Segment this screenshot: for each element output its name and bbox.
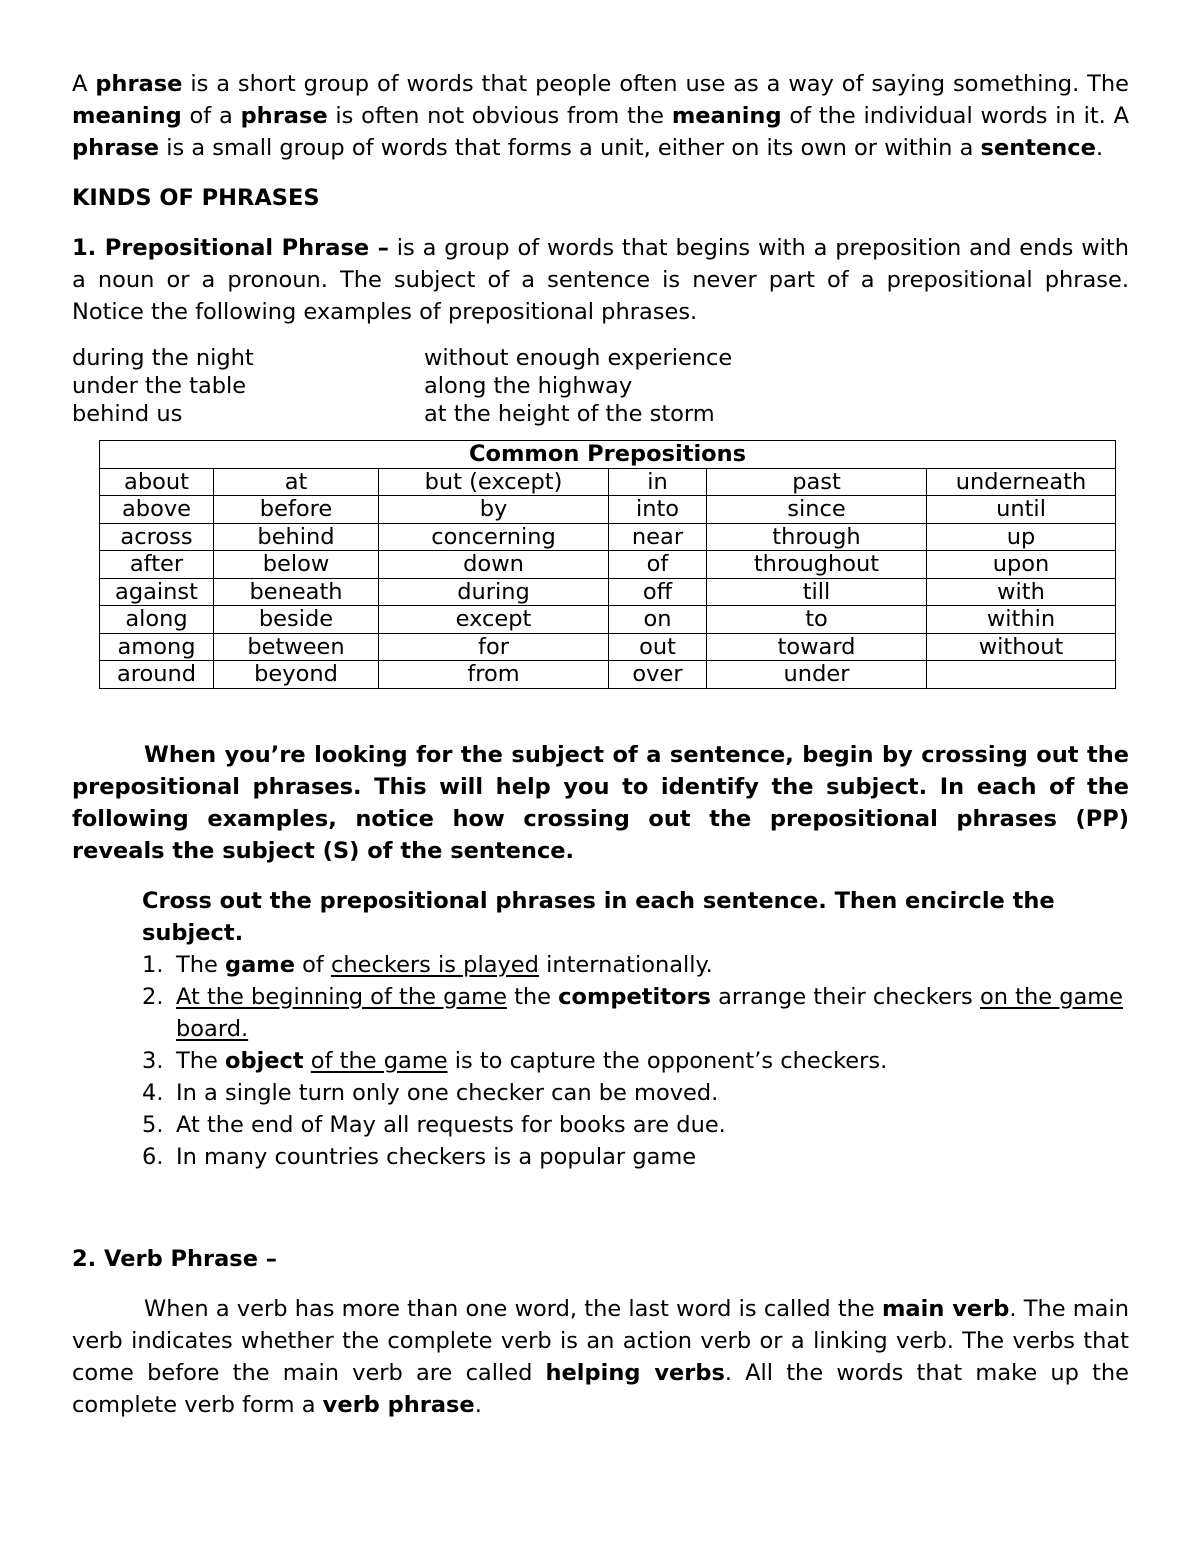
table-cell: through [707, 523, 927, 551]
table-cell: about [100, 468, 214, 496]
item-text [176, 1045, 1129, 1077]
table-cell: at [214, 468, 379, 496]
item-text: At the end of May all requests for books are due. [176, 1111, 726, 1138]
table-cell: with [927, 578, 1116, 606]
item-text [176, 981, 1129, 1045]
common-prepositions-table [99, 440, 1116, 689]
item-number: 1. [142, 951, 164, 978]
intro-paragraph [72, 68, 1129, 164]
table-cell [927, 661, 1116, 689]
list-item [142, 1141, 1129, 1173]
table-cell: without [927, 633, 1116, 661]
item-number: 5. [142, 1111, 164, 1138]
table-row [100, 633, 1116, 661]
table-cell: except [379, 606, 609, 634]
example-item: at the height of the storm [424, 401, 715, 427]
bold-term: meaning [72, 103, 182, 129]
verb-phrase-paragraph [72, 1293, 1129, 1421]
table-cell: near [609, 523, 707, 551]
table-cell: off [609, 578, 707, 606]
bold-term: helping verbs [545, 1359, 725, 1386]
item-text: In many countries checkers is a popular game [176, 1143, 697, 1170]
table-row [100, 551, 1116, 579]
bold-term: sentence [980, 135, 1096, 161]
prepositional-examples [72, 344, 1129, 428]
text-span: . All the words that make up the complete verb form a [72, 1359, 1129, 1418]
definition-text: is a group of words that begins with a preposition and ends with a noun or a pronoun. The subject of a sentence is never part of a prepositional phrase. Notice the following examples of prepositional phrases. [72, 235, 1129, 325]
list-item [142, 949, 1129, 981]
example-item: without enough experience [424, 345, 733, 371]
table-cell: in [609, 468, 707, 496]
example-row [72, 372, 1129, 400]
text-span: is a short group of words that people often use as a way of saying something. The [182, 71, 1130, 97]
text-span: of a [181, 103, 241, 129]
text-span: The [176, 951, 225, 978]
table-cell: to [707, 606, 927, 634]
table-cell: by [379, 496, 609, 524]
table-cell: but (except) [379, 468, 609, 496]
table-cell: against [100, 578, 214, 606]
table-cell: on [609, 606, 707, 634]
exercise-instruction: Cross out the prepositional phrases in each sentence. Then encircle the subject. [142, 887, 1055, 946]
table-cell: beyond [214, 661, 379, 689]
text-span: internationally. [538, 951, 713, 978]
item-text [176, 949, 1129, 981]
table-cell: after [100, 551, 214, 579]
subject-word: game [225, 951, 295, 978]
table-cell: since [707, 496, 927, 524]
example-item: along the highway [424, 373, 633, 399]
text-span: A [72, 71, 96, 97]
example-row [72, 400, 1129, 428]
table-cell: before [214, 496, 379, 524]
table-cell: out [609, 633, 707, 661]
subject-instruction-paragraph: When you’re looking for the subject of a sentence, begin by crossing out the prepositional phrases. This will help you to identify the subject. In each of the following examples, notice how crossing out the prepositional phrases (PP) reveals the subject (S) of the sentence. [72, 741, 1129, 864]
example-item: under the table [72, 373, 247, 399]
table-cell: up [927, 523, 1116, 551]
table-cell: underneath [927, 468, 1116, 496]
table-cell: above [100, 496, 214, 524]
text-span: the [506, 983, 559, 1010]
table-row [100, 523, 1116, 551]
table-cell: around [100, 661, 214, 689]
table-cell: upon [927, 551, 1116, 579]
table-row [100, 661, 1116, 689]
text-span: of the individual words in it. A [781, 103, 1129, 129]
text-span: . [1095, 135, 1104, 161]
table-row [100, 578, 1116, 606]
table-cell: during [379, 578, 609, 606]
list-item [142, 1109, 1129, 1141]
table-cell: behind [214, 523, 379, 551]
bold-term: main verb [881, 1295, 1010, 1322]
table-cell: of [609, 551, 707, 579]
table-cell: down [379, 551, 609, 579]
table-cell: beneath [214, 578, 379, 606]
text-span: The [176, 1047, 225, 1074]
item-text: In a single turn only one checker can be moved. [176, 1079, 719, 1106]
text-span: When a verb has more than one word, the last word is called the [144, 1295, 882, 1322]
list-item [142, 1077, 1129, 1109]
item-number: 6. [142, 1143, 164, 1170]
table-cell: concerning [379, 523, 609, 551]
text-span: is often not obvious from the [327, 103, 672, 129]
table-cell: over [609, 661, 707, 689]
table-cell: within [927, 606, 1116, 634]
text-span [304, 1048, 311, 1074]
table-row [100, 496, 1116, 524]
table-cell: for [379, 633, 609, 661]
item-number: 2. [142, 983, 164, 1010]
bold-term: verb phrase [322, 1391, 475, 1418]
list-item [142, 1045, 1129, 1077]
prepositional-definition [72, 232, 1129, 328]
underlined-phrase: checkers is played [331, 951, 539, 978]
bold-term: phrase [95, 71, 183, 97]
example-row [72, 344, 1129, 372]
text-span: is to capture the opponent’s checkers. [447, 1047, 888, 1074]
list-item [142, 981, 1129, 1045]
table-cell: along [100, 606, 214, 634]
table-cell: between [214, 633, 379, 661]
subject-word: competitors [558, 983, 711, 1010]
table-cell: until [927, 496, 1116, 524]
text-span: . The main verb indicates whether the complete verb is an action verb or a linking verb. The verbs that come before the main verb are called [72, 1295, 1129, 1386]
table-cell: toward [707, 633, 927, 661]
table-cell: across [100, 523, 214, 551]
table-cell: past [707, 468, 927, 496]
underlined-phrase: At the beginning of the game [176, 983, 507, 1010]
bold-term: phrase [240, 103, 328, 129]
subject-word: object [225, 1047, 304, 1074]
text-span: is a small group of words that forms a unit, either on its own or within a [159, 135, 981, 161]
table-cell: from [379, 661, 609, 689]
exercise-list [142, 949, 1129, 1173]
document-page [72, 68, 1129, 1421]
table-cell: into [609, 496, 707, 524]
underlined-phrase: of the game [310, 1047, 448, 1074]
bold-term: meaning [671, 103, 782, 129]
prepositions-table-wrap [99, 440, 1115, 689]
example-item: behind us [72, 401, 183, 427]
table-cell: throughout [707, 551, 927, 579]
item-number: 4. [142, 1079, 164, 1106]
text-span: of [295, 951, 331, 978]
table-row [100, 606, 1116, 634]
bold-term: phrase [72, 135, 160, 161]
table-cell: among [100, 633, 214, 661]
table-row [100, 468, 1116, 496]
table-cell: under [707, 661, 927, 689]
table-cell: below [214, 551, 379, 579]
table-title: Common Prepositions [100, 441, 1116, 469]
text-span: arrange their checkers [710, 983, 980, 1010]
section-title: 1. Prepositional Phrase – [72, 235, 389, 261]
kinds-heading: KINDS OF PHRASES [72, 185, 320, 211]
example-item: during the night [72, 345, 254, 371]
underlined-phrase: on the game board. [176, 983, 1124, 1042]
item-number: 3. [142, 1047, 164, 1074]
table-cell: till [707, 578, 927, 606]
table-cell: beside [214, 606, 379, 634]
verb-phrase-heading: 2. Verb Phrase – [72, 1245, 278, 1272]
text-span: . [474, 1391, 482, 1418]
